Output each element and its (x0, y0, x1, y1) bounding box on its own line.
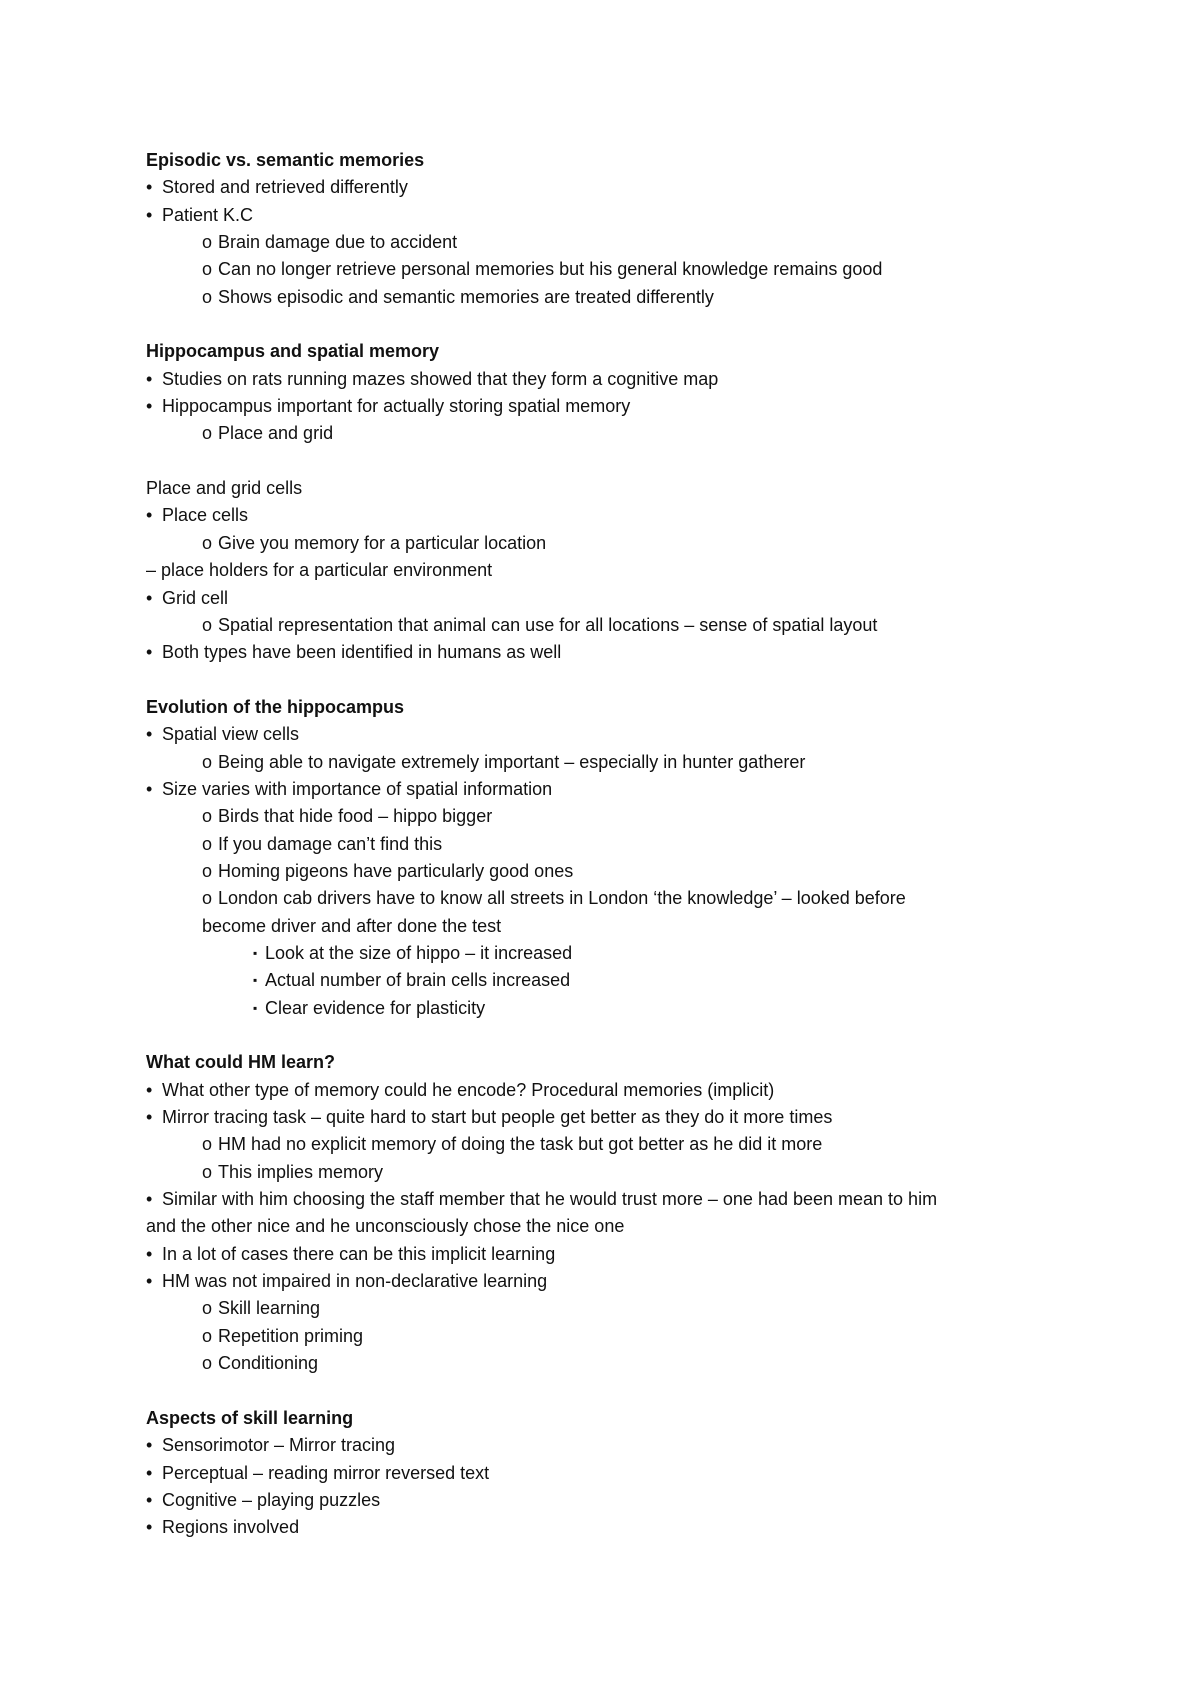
list-item-text: Hippocampus important for actually storing spatial memory (162, 396, 631, 417)
list-item-text: HM was not impaired in non-declarative learning (162, 1271, 548, 1292)
list-item-text: What other type of memory could he encode? Procedural memories (implicit) (162, 1079, 775, 1100)
list-item (146, 1323, 1106, 1350)
bullet-marker: • (146, 204, 153, 225)
bullet-marker: o (202, 1353, 213, 1374)
list-item (146, 420, 1106, 447)
list-item-text: London cab drivers have to know all streets in London ‘the knowledge’ – looked before (218, 888, 906, 909)
list-item-text: Spatial view cells (162, 724, 300, 745)
bullet-marker: • (146, 1489, 153, 1510)
list-item-text: Homing pigeons have particularly good ones (218, 860, 574, 881)
list-item-text: This implies memory (218, 1161, 384, 1182)
list-item (146, 913, 1106, 940)
section-spacer (146, 667, 1106, 694)
bullet-marker: ▪ (253, 945, 258, 960)
list-item (146, 721, 1106, 748)
bullet-marker: • (146, 1189, 153, 1210)
list-item (146, 1487, 1106, 1514)
list-item (146, 1268, 1106, 1295)
bullet-marker: • (146, 505, 153, 526)
list-item (146, 940, 1106, 967)
bullet-marker: • (146, 1435, 153, 1456)
bullet-marker: o (202, 806, 213, 827)
list-item (146, 995, 1106, 1022)
bullet-marker: o (202, 860, 213, 881)
list-item-text: Place cells (162, 505, 249, 526)
list-item (146, 1295, 1106, 1322)
list-item (146, 1159, 1106, 1186)
list-item (146, 1186, 1106, 1213)
bullet-marker: • (146, 1079, 153, 1100)
list-item-text: Place and grid (218, 423, 334, 444)
list-item (146, 1104, 1106, 1131)
section-heading: Episodic vs. semantic memories (146, 150, 425, 170)
list-item (146, 256, 1106, 283)
list-item-text: Repetition priming (218, 1325, 364, 1346)
bullet-marker: o (202, 232, 213, 253)
list-item-text: Birds that hide food – hippo bigger (218, 806, 493, 827)
bullet-marker: o (202, 833, 213, 854)
bullet-marker: o (202, 532, 213, 553)
list-item-text: Patient K.C (162, 204, 254, 225)
list-item (146, 585, 1106, 612)
list-item-text: Both types have been identified in humans as well (162, 642, 562, 663)
bullet-marker: • (146, 724, 153, 745)
bullet-marker: o (202, 1134, 213, 1155)
list-item-text: Shows episodic and semantic memories are treated differently (218, 286, 714, 307)
bullet-marker: • (146, 1271, 153, 1292)
list-item-text: In a lot of cases there can be this implicit learning (162, 1243, 556, 1264)
list-item (146, 393, 1106, 420)
bullet-marker: o (202, 1325, 213, 1346)
bullet-marker: • (146, 1243, 153, 1264)
bullet-marker: • (146, 642, 153, 663)
list-item-text: HM had no explicit memory of doing the task but got better as he did it more (218, 1134, 823, 1155)
section-spacer (146, 1022, 1106, 1049)
section-spacer (146, 311, 1106, 338)
list-item-text: Regions involved (162, 1517, 300, 1538)
list-item-text: Look at the size of hippo – it increased (265, 942, 573, 963)
section-heading: Evolution of the hippocampus (146, 696, 404, 717)
list-item-text: Spatial representation that animal can use for all locations – sense of spatial layout (218, 614, 878, 635)
list-item-text: Conditioning (218, 1353, 319, 1374)
bullet-marker: o (202, 423, 213, 444)
document-body (146, 147, 1106, 1542)
list-item (146, 1350, 1106, 1377)
bullet-marker: • (146, 587, 153, 608)
bullet-marker: o (202, 888, 213, 909)
list-item (146, 502, 1106, 529)
bullet-marker: o (202, 614, 213, 635)
list-item (146, 776, 1106, 803)
list-item-text: Grid cell (162, 587, 229, 608)
list-item (146, 1213, 1106, 1240)
list-item-text: Give you memory for a particular location (218, 532, 547, 553)
list-item (146, 174, 1106, 201)
list-item (146, 1241, 1106, 1268)
list-item-text: Skill learning (218, 1298, 321, 1319)
bullet-marker: • (146, 1517, 153, 1538)
list-item-text: Actual number of brain cells increased (265, 970, 571, 991)
bullet-marker: • (146, 778, 153, 799)
list-item (146, 284, 1106, 311)
list-item (146, 229, 1106, 256)
list-item-text: Can no longer retrieve personal memories but his general knowledge remains good (218, 259, 883, 280)
bullet-marker: o (202, 286, 213, 307)
bullet-marker: • (146, 1462, 153, 1483)
list-item (146, 858, 1106, 885)
bullet-marker: o (202, 751, 213, 772)
bullet-marker: o (202, 1298, 213, 1319)
list-item (146, 831, 1106, 858)
list-item-text: Brain damage due to accident (218, 232, 458, 253)
list-item-text: If you damage can’t find this (218, 833, 443, 854)
list-item (146, 803, 1106, 830)
section-heading: Hippocampus and spatial memory (146, 341, 440, 362)
list-item (146, 612, 1106, 639)
list-item (146, 967, 1106, 994)
bullet-marker: • (146, 1107, 153, 1128)
bullet-marker: • (146, 177, 153, 198)
list-item (146, 1432, 1106, 1459)
list-item-text: Studies on rats running mazes showed that they form a cognitive map (162, 368, 719, 389)
list-item (146, 749, 1106, 776)
list-item-text: Similar with him choosing the staff member that he would trust more – one had been mean to him (162, 1189, 938, 1210)
bullet-marker: o (202, 259, 213, 280)
bullet-marker: ▪ (253, 1000, 258, 1015)
list-item (146, 202, 1106, 229)
list-item (146, 557, 1106, 584)
list-item-text: – place holders for a particular environment (146, 560, 493, 581)
section-heading: Place and grid cells (146, 478, 303, 499)
list-item-text: Mirror tracing task – quite hard to start but people get better as they do it more times (162, 1107, 833, 1128)
section-spacer (146, 1377, 1106, 1404)
list-item (146, 1077, 1106, 1104)
section-heading: Aspects of skill learning (146, 1407, 354, 1428)
list-item (146, 885, 1106, 912)
list-item-text: Size varies with importance of spatial information (162, 778, 553, 799)
list-item (146, 530, 1106, 557)
list-item-text: Being able to navigate extremely important – especially in hunter gatherer (218, 751, 806, 772)
list-item-text: become driver and after done the test (202, 915, 502, 936)
section-spacer (146, 448, 1106, 475)
list-item-text: and the other nice and he unconsciously chose the nice one (146, 1216, 625, 1237)
bullet-marker: • (146, 396, 153, 417)
list-item (146, 1131, 1106, 1158)
bullet-marker: ▪ (253, 973, 258, 988)
list-item (146, 1460, 1106, 1487)
bullet-marker: o (202, 1161, 213, 1182)
list-item-text: Clear evidence for plasticity (265, 997, 486, 1018)
bullet-marker: • (146, 368, 153, 389)
list-item-text: Cognitive – playing puzzles (162, 1489, 381, 1510)
list-item (146, 1514, 1106, 1541)
list-item-text: Stored and retrieved differently (162, 177, 408, 198)
section-heading: What could HM learn? (146, 1052, 335, 1073)
list-item (146, 639, 1106, 666)
list-item-text: Perceptual – reading mirror reversed text (162, 1462, 490, 1483)
list-item (146, 366, 1106, 393)
list-item-text: Sensorimotor – Mirror tracing (162, 1435, 396, 1456)
